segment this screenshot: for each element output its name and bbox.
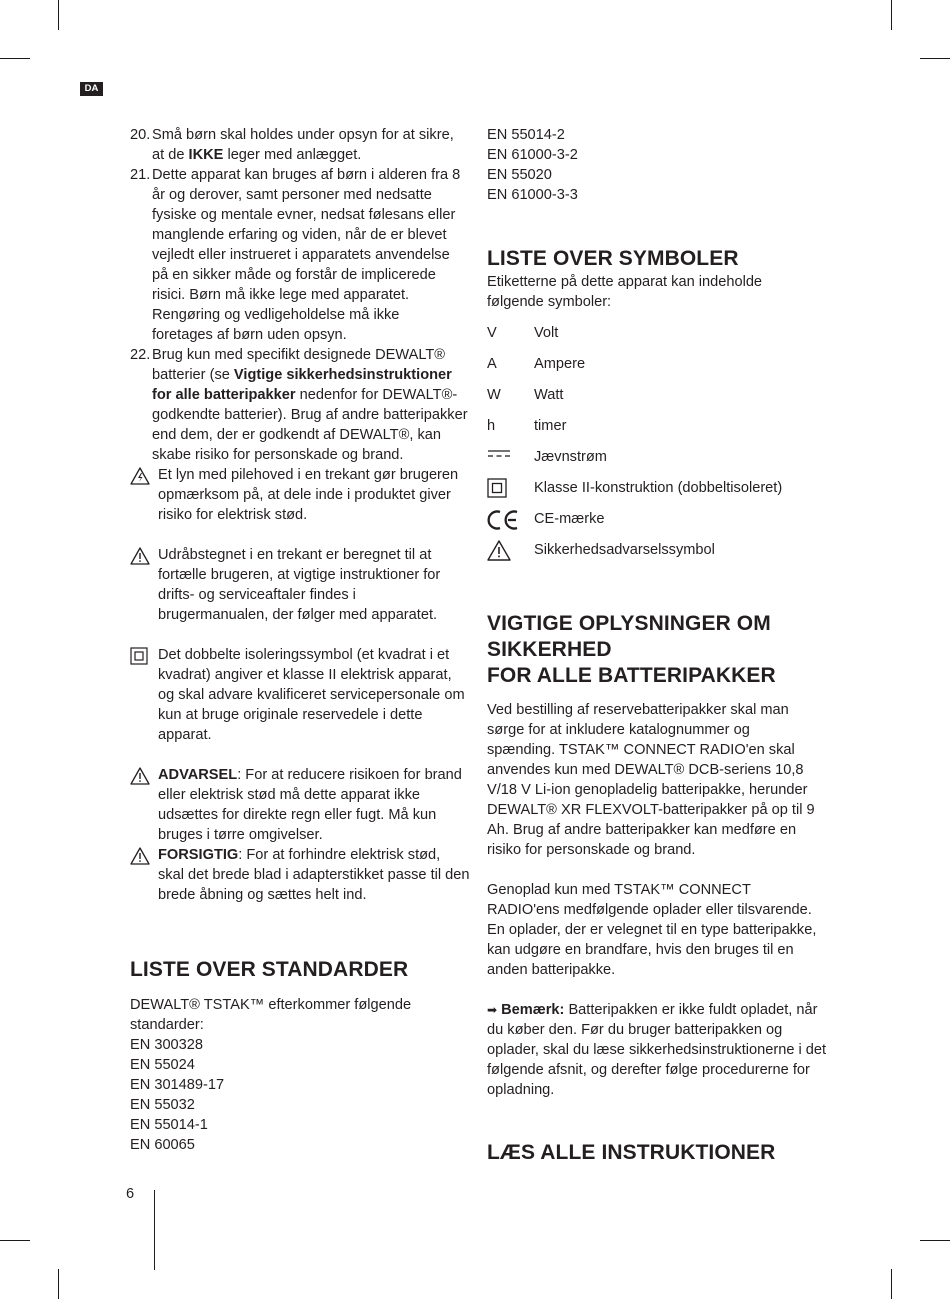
para-text: Udråbstegnet i en trekant er beregnet til at fortælle brugeren, at vigtige instruktioner for drifts- og serviceaftaler findes i brugermanualen, der følger med apparatet.	[158, 547, 441, 623]
standards-list-continued	[487, 125, 827, 205]
safety-heading	[487, 611, 827, 689]
note-text: Batteripakken er ikke fuldt opladet, når du køber den. Før du bruger batteripakken og oplader, skal du læse sikkerhedsinstruktionerne i det følgende afsnit, og derefter følge procedurerne for opladning.	[487, 1002, 827, 1098]
item-text: Dette apparat kan bruges af børn i alderen fra 8 år og derover, samt personer med nedsatte fysiske og mentale evner, nedsat følesans eller manglende erfaring og viden, når de er blevet vejledt eller instrueret i apparatets anvendelse på en sikker måde og forstår de implicerede risici. Børn må ikke lege med apparatet. Rengøring og vedligeholdelse må ikke foretages af børn uden opsyn.	[152, 167, 461, 343]
standard-item: EN 55020	[487, 167, 552, 183]
note-para	[487, 1000, 827, 1100]
symbol-row	[487, 509, 827, 540]
standard-item: EN 55014-1	[130, 1117, 208, 1133]
item-text: nedenfor for DEWALT®-godkendte batterier). Brug af andre batteripakker end dem, der er godkendt af DEWALT®, kan skabe risiko for personskade og brand.	[152, 387, 468, 463]
item-text: at de	[152, 147, 189, 163]
warning-triangle-icon	[130, 547, 150, 571]
symbol-label: Ampere	[534, 356, 586, 372]
symbol-row	[487, 354, 827, 385]
crop-mark	[0, 1240, 30, 1241]
note-label: Bemærk:	[501, 1002, 565, 1018]
standard-item: EN 61000-3-2	[487, 147, 578, 163]
standard-item: EN 61000-3-3	[487, 187, 578, 203]
para-text: Et lyn med pilehoved i en trekant gør brugeren opmærksom på, at dele inde i produktet giver risiko for elektrisk stød.	[158, 467, 459, 523]
standard-item: EN 60065	[130, 1137, 195, 1153]
standard-item: EN 55014-2	[487, 127, 565, 143]
list-item-22	[130, 345, 470, 465]
standards-intro: DEWALT® TSTAK™ efterkommer følgende standarder:	[130, 997, 412, 1033]
symbol-row	[487, 323, 827, 354]
ce-mark-icon	[487, 509, 527, 537]
heading-line: FOR ALLE BATTERIPAKKER	[487, 664, 776, 687]
symbol-label: CE-mærke	[534, 511, 605, 527]
direct-current-icon	[487, 447, 527, 467]
standards-heading: LISTE OVER STANDARDER	[130, 958, 409, 981]
symbol-row	[487, 478, 827, 509]
symbol-letter: A	[487, 356, 497, 372]
symbol-label: Klasse II-konstruktion (dobbeltisoleret)	[534, 480, 783, 496]
warning-para	[130, 765, 470, 845]
para-text: : For at reducere risikoen for brand eller elektrisk stød må dette apparat ikke udsættes for direkte regn eller fugt. Må kun bruges i tørre omgivelser.	[158, 767, 462, 843]
item-number: 21.	[130, 167, 151, 183]
crop-mark	[920, 58, 950, 59]
exclamation-para	[130, 545, 470, 625]
warning-triangle-icon	[487, 540, 527, 567]
class-ii-icon	[130, 647, 148, 671]
emphasis: Vigtige sikkerhedsinstruktioner for alle batteripakker	[152, 367, 452, 403]
symbol-label: timer	[534, 418, 567, 434]
arrow-right-icon: ➡	[487, 1003, 498, 1017]
read-instructions-heading: LÆS ALLE INSTRUKTIONER	[487, 1141, 776, 1164]
heading-line: VIGTIGE OPLYSNINGER OM	[487, 612, 771, 635]
right-column	[487, 125, 827, 1166]
standard-item: EN 55024	[130, 1057, 195, 1073]
item-number: 20.	[130, 127, 151, 143]
item-text: Brug kun med specifikt designede DEWALT® batterier (se	[152, 347, 446, 383]
lightning-triangle-icon	[130, 467, 150, 491]
language-tag: DA	[80, 82, 103, 96]
para-text: : For at forhindre elektrisk stød, skal det brede blad i adapterstikket passe til den brede åbning og sættes helt ind.	[158, 847, 470, 903]
crop-mark	[58, 0, 59, 30]
symbol-letter: W	[487, 387, 501, 403]
crop-mark	[920, 1240, 950, 1241]
warning-triangle-icon	[130, 847, 150, 871]
heading-line: SIKKERHED	[487, 638, 612, 661]
symbol-row	[487, 540, 827, 571]
page-number: 6	[126, 1186, 135, 1202]
crop-mark	[58, 1269, 59, 1299]
symbol-row	[487, 416, 827, 447]
list-item-21	[130, 165, 470, 345]
symbol-label: Sikkerhedsadvarselssymbol	[534, 542, 715, 558]
lightning-warning-para	[130, 465, 470, 525]
emphasis: IKKE	[188, 147, 224, 163]
symbol-label: Volt	[534, 325, 559, 341]
crop-mark	[0, 58, 30, 59]
symbol-letter: h	[487, 418, 496, 434]
symbols-list	[487, 323, 827, 571]
list-item-20	[130, 125, 470, 165]
symbols-heading: LISTE OVER SYMBOLER	[487, 247, 739, 270]
item-text: Små børn skal holdes under opsyn for at sikre,	[152, 127, 454, 143]
symbol-label: Watt	[534, 387, 564, 403]
battery-para-1: Ved bestilling af reservebatteripakker skal man sørge for at inkludere katalognummer og spænding. TSTAK™ CONNECT RADIO'en skal anvendes kun med DEWALT® DCB-seriens 10,8 V/18 V Li-ion genopladelig batteripakke, herunder DEWALT® XR FLEXVOLT-batteripakker på op til 9 Ah. Brug af andre batteripakker kan medføre en risiko for personskade og brand.	[487, 702, 815, 858]
symbol-letter: V	[487, 325, 497, 341]
page-rule	[154, 1190, 155, 1270]
standard-item: EN 301489-17	[130, 1077, 225, 1093]
crop-mark	[891, 0, 892, 30]
symbol-row	[487, 385, 827, 416]
standard-item: EN 55032	[130, 1097, 195, 1113]
double-insulation-para	[130, 645, 470, 745]
item-text: leger med anlægget.	[223, 147, 362, 163]
standard-item: EN 300328	[130, 1037, 204, 1053]
crop-mark	[891, 1269, 892, 1299]
symbols-intro: Etiketterne på dette apparat kan indeholde følgende symboler:	[487, 274, 763, 310]
standards-list	[130, 1035, 470, 1155]
battery-para-2: Genoplad kun med TSTAK™ CONNECT RADIO'ens medfølgende oplader eller tilsvarende. En oplader, der er velegnet til en type batteripakke, kan udgøre en brandfare, hvis den bruges til en anden batteripakke.	[487, 882, 817, 978]
class-ii-icon	[487, 478, 527, 504]
symbol-label: Jævnstrøm	[534, 449, 607, 465]
para-text: Det dobbelte isoleringssymbol (et kvadrat i et kvadrat) angiver et klasse II elektrisk apparat, og skal advare kvalificeret servicepersonale om kun at bruge originale reservedele i dette apparat.	[158, 647, 465, 743]
warning-label: ADVARSEL	[158, 767, 238, 783]
item-number: 22.	[130, 347, 151, 363]
warning-triangle-icon	[130, 767, 150, 791]
symbol-row	[487, 447, 827, 478]
caution-label: FORSIGTIG	[158, 847, 239, 863]
left-column	[130, 125, 470, 1155]
caution-para	[130, 845, 470, 905]
